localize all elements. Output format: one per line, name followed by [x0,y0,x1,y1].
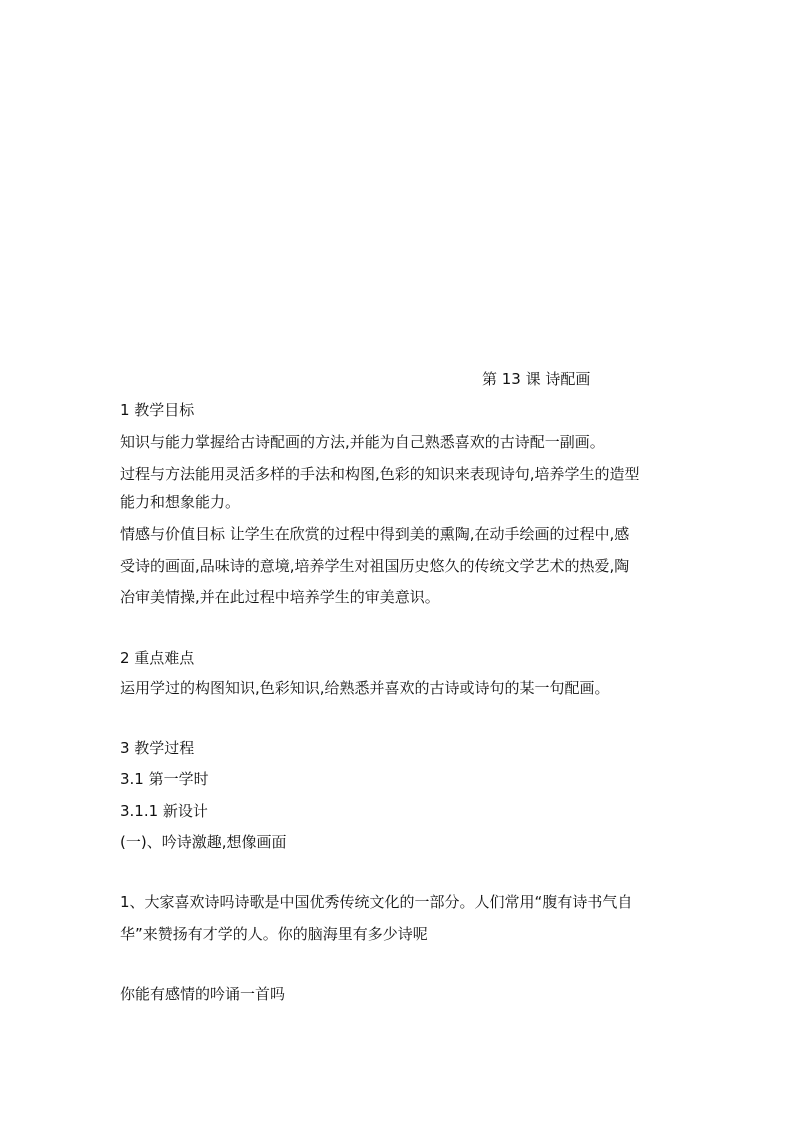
paragraph-1-line-1: 1、大家喜欢诗吗诗歌是中国优秀传统文化的一部分。人们常用“腹有诗书气自 [120,893,633,911]
paragraph-1-line-2: 华”来赞扬有才学的人。你的脑海里有多少诗呢 [120,925,428,943]
section-heading-keypoints: 2 重点难点 [120,649,195,667]
step-one-heading: (一)、吟诗激趣,想像画面 [120,833,287,851]
subsection-first-period: 3.1 第一学时 [120,770,209,788]
lesson-title: 第 13 课 诗配画 [482,370,591,388]
section-heading-process: 3 教学过程 [120,739,195,757]
subsection-new-design: 3.1.1 新设计 [120,802,208,820]
objective-process-line-1: 过程与方法能用灵活多样的手法和构图,色彩的知识来表现诗句,培养学生的造型 [120,465,640,483]
objective-process-line-2: 能力和想象能力。 [120,493,241,511]
objective-emotion-line-1: 情感与价值目标 让学生在欣赏的过程中得到美的熏陶,在动手绘画的过程中,感 [120,525,630,543]
keypoint-text: 运用学过的构图知识,色彩知识,给熟悉并喜欢的古诗或诗句的某一句配画。 [120,679,610,697]
objective-emotion-line-2: 受诗的画面,品味诗的意境,培养学生对祖国历史悠久的传统文学艺术的热爱,陶 [120,557,630,575]
objective-emotion-line-3: 冶审美情操,并在此过程中培养学生的审美意识。 [120,588,440,606]
objective-knowledge: 知识与能力掌握给古诗配画的方法,并能为自己熟悉喜欢的古诗配一副画。 [120,433,605,451]
section-heading-objectives: 1 教学目标 [120,401,195,419]
paragraph-2: 你能有感情的吟诵一首吗 [120,985,286,1003]
